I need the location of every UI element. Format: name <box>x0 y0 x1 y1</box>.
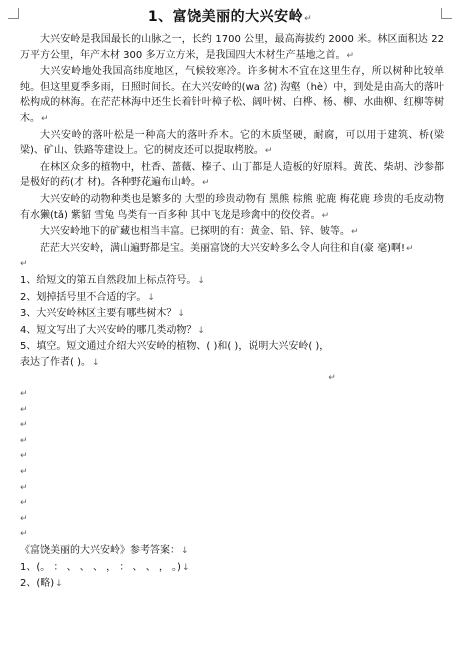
empty-line <box>20 449 444 465</box>
paragraph-5-text: 大兴安岭的动物种类也是繁多的 大型的珍贵动物有 黑熊 棕熊 驼鹿 梅花鹿 珍贵的毛皮动物有水獭(tǎ) 紫貂 雪兔 鸟类有一百多种 其中飞龙是珍禽中的佼佼者。 <box>20 193 444 221</box>
question-4-text: 4、短文写出了大兴安岭的哪几类动物？ <box>20 324 197 336</box>
document-body <box>20 32 444 593</box>
answer-1-text: 1、(。 ： 、 、 、 ， ： 、 、 ， 。) <box>20 561 181 573</box>
paragraph-1-text: 大兴安岭是我国最长的山脉之一，长约 1700 公里，最高海拔约 2000 米。林区面积达 22 万平方公里，年产木材 300 多万立方米，是我国四大木材生产基地之首。 <box>20 34 444 61</box>
paragraph-mark: ↵ <box>201 178 210 189</box>
paragraph-2-text: 大兴安岭地处我国高纬度地区，气候较寒冷。许多树木不宜在这里生存，所以树种比较单纯。但这里夏季多雨，日照时间长。在大兴安岭的(wa 岔) 沟壑（hè）中，到处是由高大的落叶松构成的林海。在茫茫林海中还生长着针叶樟子松、阔叶树、白桦、杨、柳、水曲柳、红柳等树木。 <box>20 66 444 124</box>
question-2 <box>20 290 444 307</box>
empty-line <box>20 387 444 403</box>
paragraph-mark: ↵ <box>20 420 28 431</box>
paragraph-6 <box>20 224 444 241</box>
empty-line <box>20 481 444 497</box>
empty-line <box>20 257 444 273</box>
line-break-mark: ↓ <box>91 357 100 368</box>
line-break-mark: ↓ <box>177 309 185 320</box>
title-text: 1、富饶美丽的大兴安岭 <box>147 9 304 25</box>
paragraph-mark: ↵ <box>20 467 28 478</box>
paragraph-mark: ↵ <box>351 227 359 238</box>
paragraph-mark: ↵ <box>20 259 28 270</box>
paragraph-6-text: 大兴安岭地下的矿藏也相当丰富。已探明的有：黄金、铅、锌、铍等。 <box>40 226 350 238</box>
question-1-text: 1、给短文的第五自然段加上标点符号。 <box>20 274 197 286</box>
paragraph-mark: ↵ <box>20 529 28 540</box>
paragraph-1 <box>20 32 444 64</box>
question-5-continued <box>20 355 444 372</box>
paragraph-mark: ↵ <box>20 435 28 446</box>
empty-line <box>20 403 444 419</box>
empty-line <box>20 465 444 481</box>
question-5 <box>20 339 444 355</box>
answer-2-text: 2、(略) <box>20 578 55 590</box>
paragraph-7-text: 茫茫大兴安岭，满山遍野都是宝。美丽富饶的大兴安岭多么令人向往和自(豪 毫)啊! <box>40 242 405 254</box>
paragraph-mark: ↵ <box>20 482 28 493</box>
paragraph-mark: ↵ <box>406 243 414 254</box>
question-4 <box>20 323 444 340</box>
paragraph-3 <box>20 128 444 160</box>
paragraph-mark: ↵ <box>321 210 330 221</box>
empty-line <box>20 527 444 543</box>
paragraph-mark: ↵ <box>20 498 28 509</box>
paragraph-4 <box>20 160 444 192</box>
answer-1 <box>20 560 444 577</box>
paragraph-mark: ↵ <box>264 146 273 157</box>
question-3-text: 3、大兴安岭林区主要有哪些树木？ <box>20 308 177 320</box>
answer-title-text: 《富饶美丽的大兴安岭》参考答案： <box>20 545 180 556</box>
document-title <box>0 6 460 26</box>
question-5-continued-text: 表达了作者( )。 <box>20 356 91 368</box>
question-2-text: 2、划掉括号里不合适的字。 <box>20 291 147 303</box>
paragraph-3-text: 大兴安岭的落叶松是一种高大的落叶乔木。它的木质坚硬，耐腐，可以用于建筑、桥(梁 梁)、矿山、铁路等建设上。它的树皮还可以提取栲胶。 <box>20 129 444 157</box>
answer-title <box>20 543 444 560</box>
empty-line <box>20 418 444 434</box>
line-break-mark: ↓ <box>181 546 189 556</box>
line-break-mark: ↓ <box>197 325 205 336</box>
empty-line <box>20 434 444 450</box>
answer-2 <box>20 576 444 593</box>
question-5-text: 5、填空。短文通过介绍大兴安岭的植物、( )和( )，说明大兴安岭( )， <box>20 341 330 353</box>
line-break-mark: ↓ <box>181 562 190 573</box>
line-break-mark: ↓ <box>55 579 63 590</box>
question-1 <box>20 273 444 290</box>
paragraph-7 <box>20 241 444 258</box>
paragraph-5 <box>20 192 444 224</box>
paragraph-mark: ↵ <box>20 404 28 415</box>
paragraph-mark: ↵ <box>346 50 354 61</box>
paragraph-mark: ↵ <box>328 373 336 384</box>
empty-line <box>20 512 444 528</box>
empty-line <box>20 496 444 512</box>
question-3 <box>20 306 444 323</box>
paragraph-4-text: 在林区众多的植物中，杜香、蔷薇、榛子、山丁都是人造板的好原料。黄芪、柴胡、沙参都是极好的药(才 材)。各种野花遍布山岭。 <box>20 161 444 189</box>
paragraph-mark: ↵ <box>41 113 49 124</box>
empty-line <box>20 371 444 387</box>
paragraph-mark: ↵ <box>20 513 28 524</box>
paragraph-mark: ↵ <box>20 389 28 400</box>
paragraph-mark: ↵ <box>20 451 28 462</box>
line-break-mark: ↓ <box>197 275 205 286</box>
paragraph-mark: ↵ <box>304 14 313 24</box>
paragraph-2 <box>20 64 444 127</box>
line-break-mark: ↓ <box>147 292 155 303</box>
